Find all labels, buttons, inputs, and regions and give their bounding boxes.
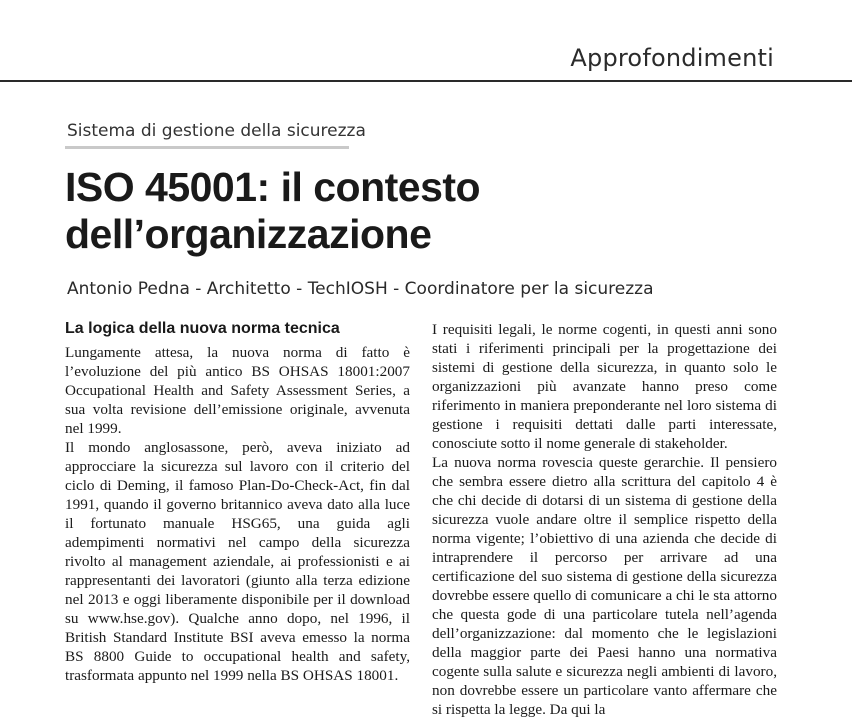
left-paragraph-2: Il mondo anglosassone, però, aveva iniziato ad approcciare la sicurezza sul lavoro con il criterio del ciclo di Deming, il famoso Plan-Do-Check-Act, fin dal 1991, quando il governo britannico aveva dato alla luce il fortunato manuale HSG65, una guida agli adempimenti normativi nel campo della sicurezza rivolto al management aziendale, ai professionisti e ai rappresentanti dei lavoratori (giunto alla terza edizione nel 2013 e oggi liberamente disponibile per il download su www.hse.gov). Qualche anno dopo, nel 1996, il British Standard Institute BSI aveva emesso la norma BS 8800 Guide to occupational health and safety, trasformata appunto nel 1999 nella BS OHSAS 18001. xyxy=(65,439,410,684)
left-column xyxy=(65,320,410,685)
header-divider xyxy=(0,80,852,82)
section-heading: La logica della nuova norma tecnica xyxy=(65,320,340,337)
article-kicker: Sistema di gestione della sicurezza xyxy=(67,121,366,141)
article-author: Antonio Pedna - Architetto - TechIOSH - Coordinatore per la sicurezza xyxy=(67,279,654,299)
right-paragraph-2: La nuova norma rovescia queste gerarchie. Il pensiero che sembra essere dietro alla scrittura del capitolo 4 è che chi decide di dotarsi di un sistema di gestione della sicurezza vuole andare oltre il semplice rispetto della norma vigente; l’obiettivo di una azienda che decide di intraprendere il percorso per arrivare ad una certificazione del suo sistema di gestione della sicurezza dovrebbe essere quello di comunicare a chi le sta attorno che questa gode di una particolare tutela nell’agenda dell’organizzazione: dal momento che le legislazioni della maggior parte dei Paesi hanno una normativa cogente sulla salute e sicurezza negli ambienti di lavoro, non dovrebbe essere un particolare vanto affermare che si rispetta la legge. Da qui la xyxy=(432,454,777,718)
right-column xyxy=(432,320,777,719)
article-title-line-1: ISO 45001: il contesto xyxy=(65,164,481,210)
article-title-line-2: dell’organizzazione xyxy=(65,211,432,257)
left-paragraph-1: Lungamente attesa, la nuova norma di fatto è l’evoluzione del più antico BS OHSAS 18001:2007 Occupational Health and Safety Assessment Series, a sua volta revisione dell’emissione originale, avvenuta nel 1999. xyxy=(65,344,410,437)
section-label: Approfondimenti xyxy=(570,44,774,72)
kicker-underline xyxy=(65,146,349,149)
right-paragraph-1: I requisiti legali, le norme cogenti, in questi anni sono stati i riferimenti principali per la progettazione dei sistemi di gestione della sicurezza, in quanto solo le organizzazioni più avanzate hanno preso come riferimento in maniera preponderante nel loro sistema di gestione i requisiti dettati dalle parti interessate, conosciute sotto il nome generale di stakeholder. xyxy=(432,321,777,452)
article-title xyxy=(65,164,805,258)
